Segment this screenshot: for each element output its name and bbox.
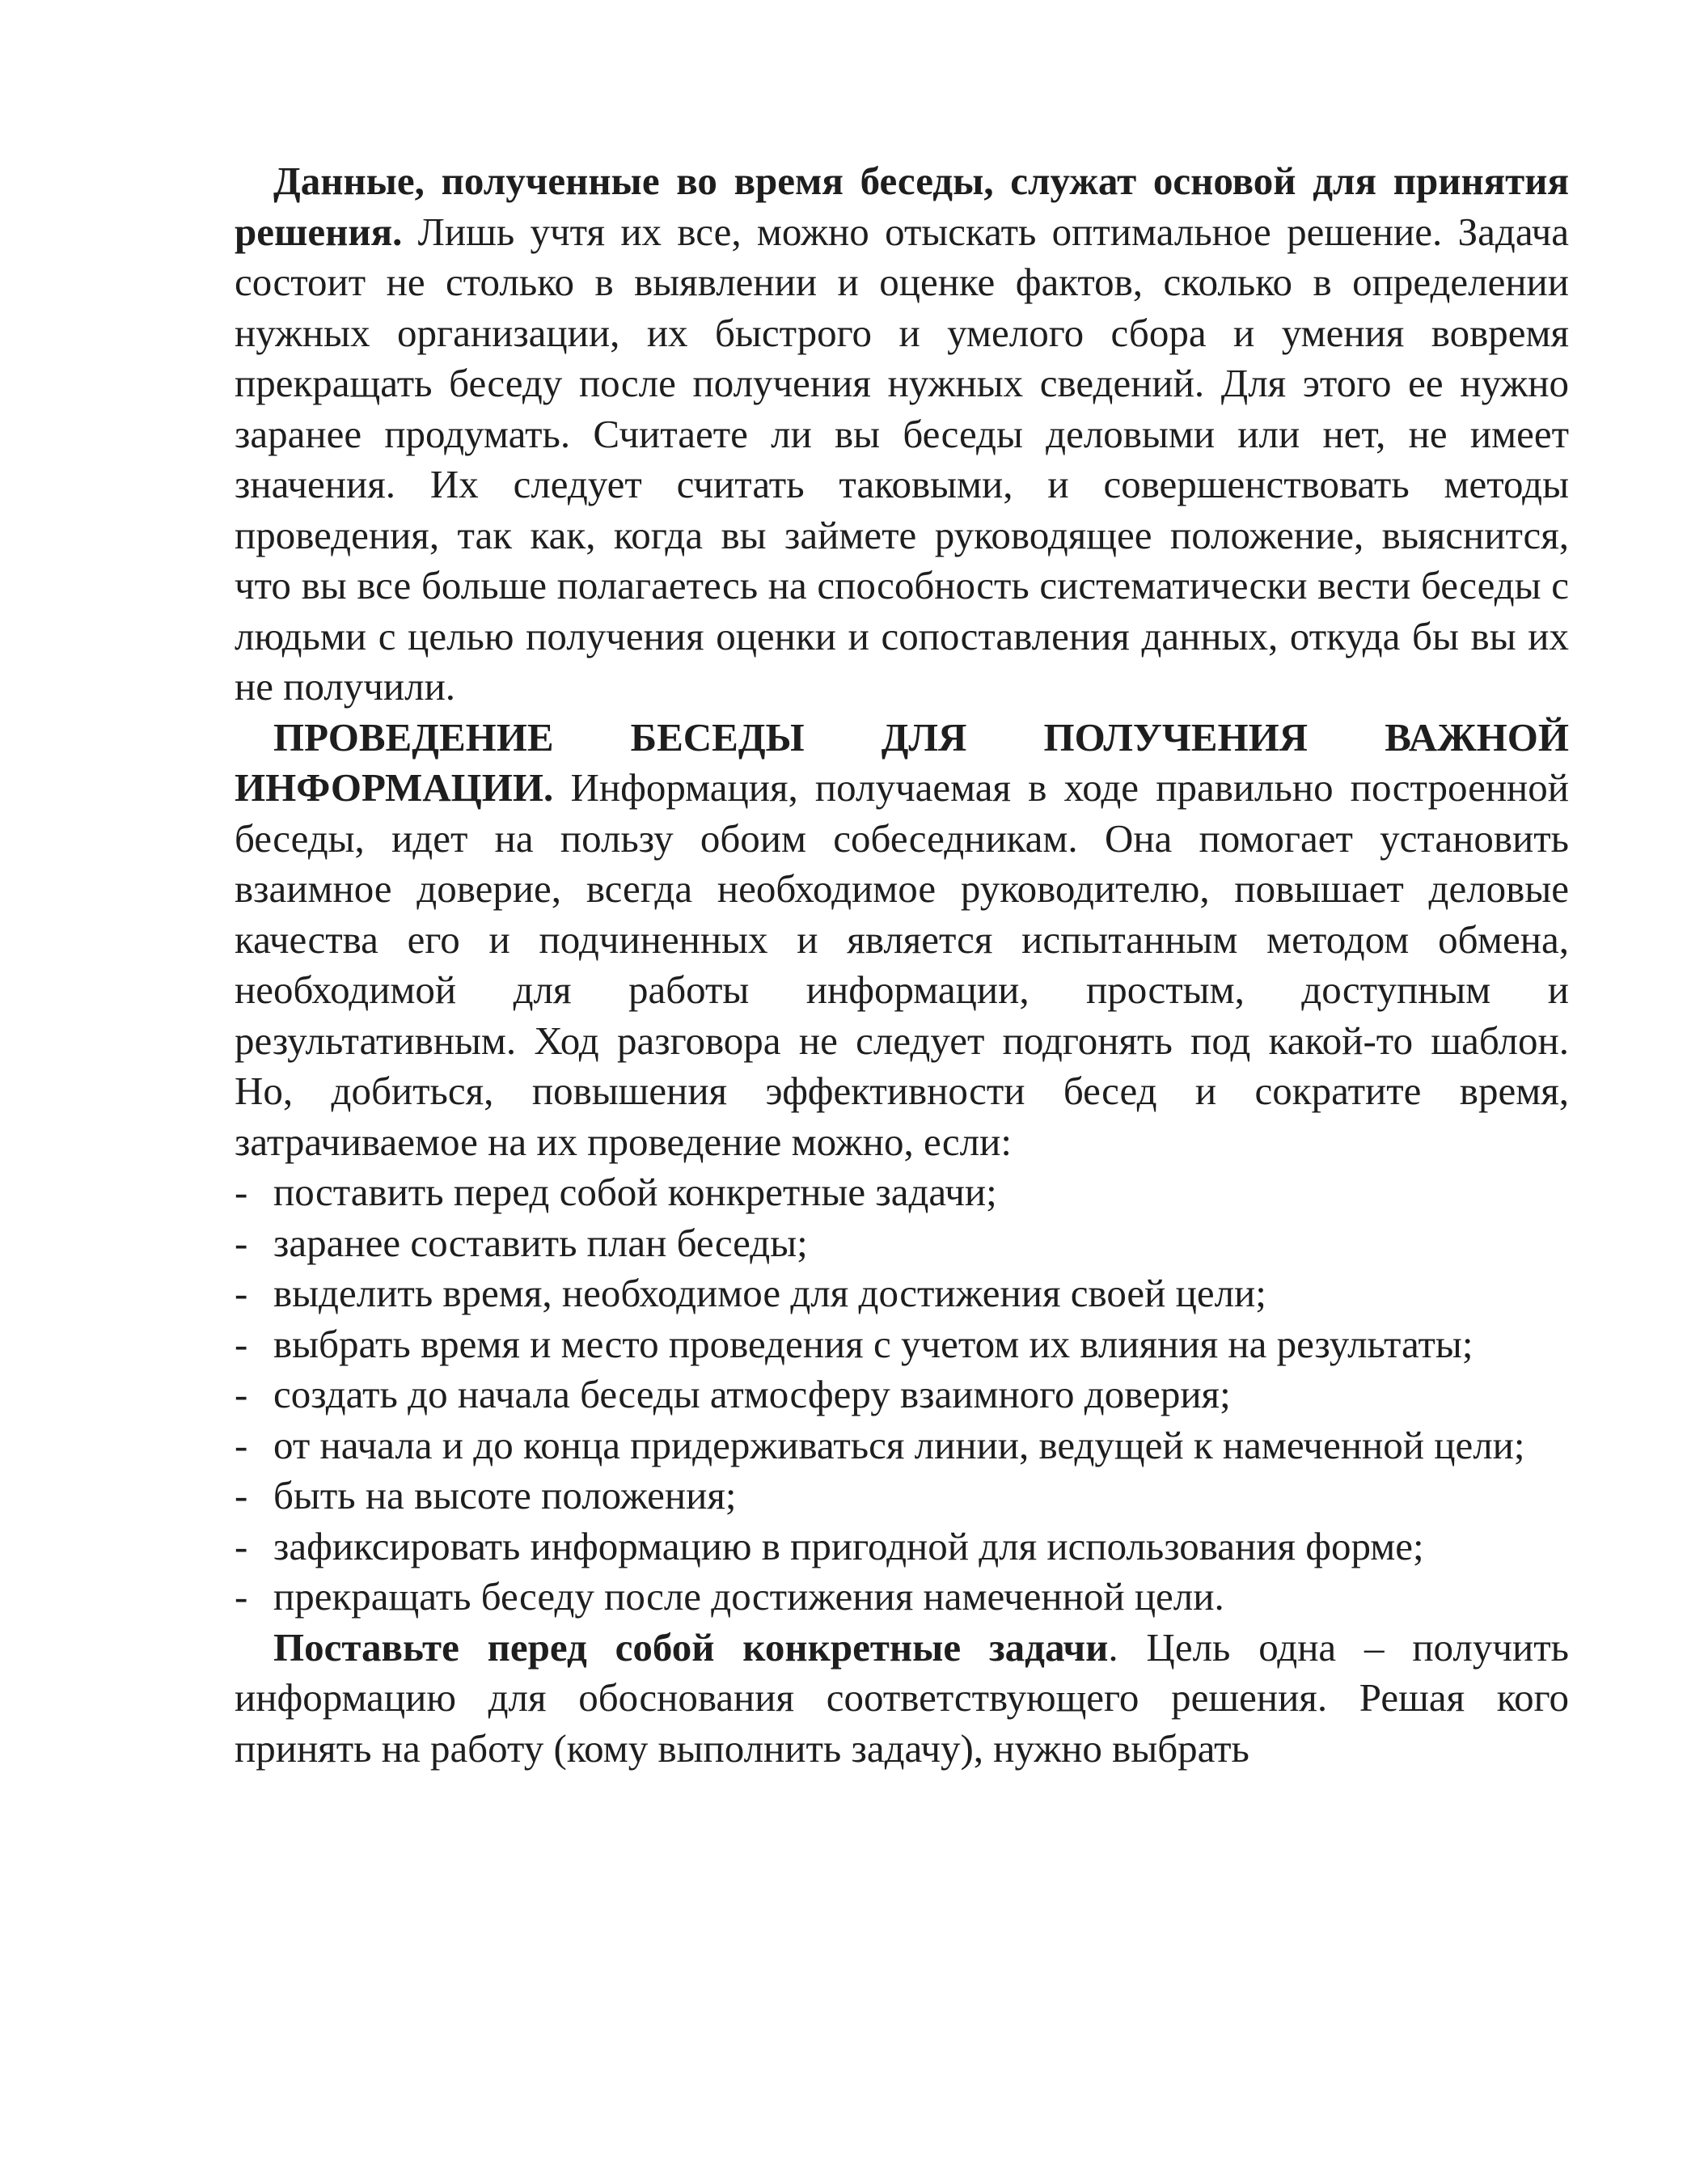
document-body: [235, 156, 1569, 1774]
list-bullet-marker: -: [235, 1574, 248, 1619]
list-item: [235, 1572, 1569, 1623]
list-item: [235, 1522, 1569, 1572]
paragraph-text: Информация, получаемая в ходе правильно построенной беседы, идет на пользу обоим собеседникам. Она помогает установить взаимное доверие, всегда необходимое руководителю, повышает деловые качества его и подчиненных и является испытанным методом обмена, необходимой для работы информации, простым, доступным и результативным. Ход разговора не следует подгонять под какой-то шаблон. Но, добиться, повышения эффективности бесед и сократите время, затрачиваемое на их проведение можно, если:: [235, 765, 1569, 1164]
conditions-list: [235, 1167, 1569, 1623]
list-item-text: зафиксировать информацию в пригодной для использования форме;: [273, 1523, 1424, 1568]
list-item: [235, 1369, 1569, 1420]
list-item-text: выбрать время и место проведения с учетом их влияния на результаты;: [273, 1321, 1473, 1366]
list-item-text: от начала и до конца придерживаться линии, ведущей к намеченной цели;: [273, 1422, 1525, 1467]
paragraph-text: Лишь учтя их все, можно отыскать оптимальное решение. Задача состоит не столько в выявлении и оценке фактов, сколько в определении нужных организации, их быстрого и умелого сбора и умения вовремя прекращать беседу после получения нужных сведений. Для этого ее нужно заранее продумать. Считаете ли вы беседы деловыми или нет, не имеет значения. Их следует считать таковыми, и совершенствовать методы проведения, так как, когда вы займете руководящее положение, выяснится, что вы все больше полагаетесь на способность систематически вести беседы с людьми с целью получения оценки и сопоставления данных, откуда бы вы их не получили.: [235, 209, 1569, 709]
list-bullet-marker: -: [235, 1372, 248, 1416]
paragraph-important-info: [235, 713, 1569, 1168]
list-bullet-marker: -: [235, 1220, 248, 1265]
paragraph-decision-data: [235, 156, 1569, 713]
list-item: [235, 1319, 1569, 1370]
list-bullet-marker: -: [235, 1523, 248, 1568]
list-bullet-marker: -: [235, 1473, 248, 1517]
paragraph-set-tasks: [235, 1623, 1569, 1775]
list-item-text: создать до начала беседы атмосферу взаимного доверия;: [273, 1372, 1231, 1416]
list-item-text: быть на высоте положения;: [273, 1473, 737, 1517]
list-item-text: прекращать беседу после достижения намеченной цели.: [273, 1574, 1224, 1619]
paragraph-text: . Цель одна – получить информацию для обоснования соответствующего решения. Решая кого принять на работу (кому выполнить задачу), нужно выбрать: [235, 1624, 1569, 1771]
list-item: [235, 1420, 1569, 1471]
paragraph-bold-lead: Данные, полученные во время беседы, служат основой для принятия решения.: [235, 159, 1569, 254]
list-bullet-marker: -: [235, 1321, 248, 1366]
list-item-text: поставить перед собой конкретные задачи;: [273, 1170, 997, 1214]
paragraph-bold-lead: ПРОВЕДЕНИЕ БЕСЕДЫ ДЛЯ ПОЛУЧЕНИЯ ВАЖНОЙ ИНФОРМАЦИИ.: [235, 714, 1569, 810]
paragraph-bold-lead: Поставьте перед собой конкретные задачи: [273, 1624, 1109, 1670]
list-item-text: выделить время, необходимое для достижения своей цели;: [273, 1271, 1266, 1315]
list-bullet-marker: -: [235, 1170, 248, 1214]
list-item: [235, 1218, 1569, 1269]
list-item: [235, 1471, 1569, 1522]
list-item: [235, 1167, 1569, 1218]
list-bullet-marker: -: [235, 1271, 248, 1315]
list-item: [235, 1268, 1569, 1319]
list-bullet-marker: -: [235, 1422, 248, 1467]
list-item-text: заранее составить план беседы;: [273, 1220, 808, 1265]
